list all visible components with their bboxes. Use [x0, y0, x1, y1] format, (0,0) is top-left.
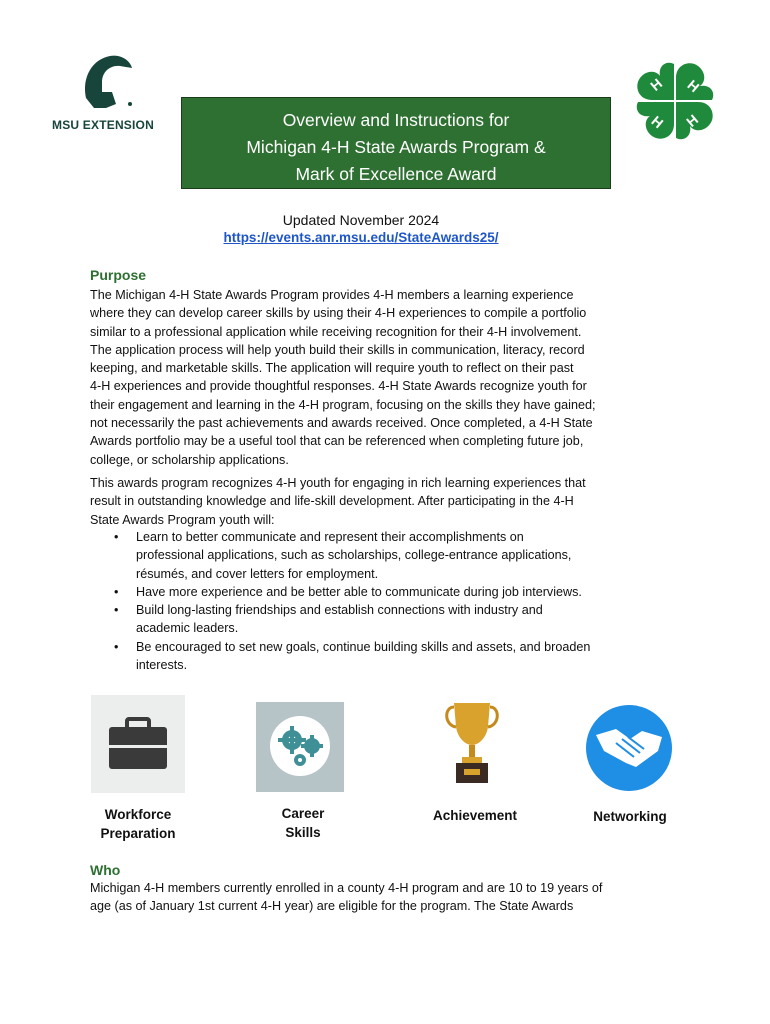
text-line: age (as of January 1st current 4-H year) are eligible for the program. The State Awards — [90, 899, 574, 914]
text-line: The Michigan 4-H State Awards Program provides 4-H members a learning experience — [90, 288, 574, 302]
bullet-icon: • — [114, 639, 119, 654]
text-line: college, or scholarship applications. — [90, 452, 289, 467]
who-paragraph — [90, 879, 650, 916]
bullet-icon: • — [114, 530, 119, 544]
label-line: Workforce — [104, 807, 172, 822]
text-line: Learn to better communicate and represent their accomplishments on — [136, 530, 524, 544]
text-line: 4-H experiences and provide thoughtful responses. 4-H State Awards recognize youth for — [90, 379, 587, 394]
bullet-icon: • — [114, 584, 119, 599]
text-line: State Awards Program youth will: — [90, 512, 275, 527]
text-line: keeping, and marketable skills. The application will require youth to reflect on their past — [90, 361, 574, 376]
bullet-icon: • — [114, 603, 119, 618]
gears-icon — [256, 702, 344, 792]
achievement-label — [415, 806, 535, 825]
title-banner — [181, 97, 611, 189]
text-line: This awards program recognizes 4-H youth for engaging in rich learning experiences that — [90, 476, 586, 490]
svg-text:H: H — [683, 111, 702, 130]
msu-logo-text: MSU EXTENSION — [52, 118, 154, 132]
label-line: Preparation — [100, 826, 176, 841]
briefcase-icon — [91, 695, 185, 793]
label-line: Skills — [285, 825, 321, 840]
text-line: Awards portfolio may be a useful tool that can be referenced when completing future job, — [90, 434, 584, 449]
networking-label — [570, 807, 690, 826]
list-item — [90, 583, 660, 601]
svg-text:H: H — [648, 112, 667, 132]
handshake-icon — [586, 705, 672, 791]
text-line: academic leaders. — [136, 621, 239, 636]
list-item — [90, 528, 660, 583]
text-line: where they can develop career skills by using their 4-H experiences to compile a portfolio — [90, 306, 587, 321]
text-line: Michigan 4-H members currently enrolled in a county 4-H program and are 10 to 19 years of — [90, 881, 603, 895]
who-heading: Who — [90, 862, 121, 878]
workforce-preparation-label — [78, 805, 198, 843]
updated-date: Updated November 2024 — [282, 212, 440, 228]
label-line: Achievement — [432, 808, 518, 823]
svg-text:H: H — [684, 76, 703, 96]
text-line: résumés, and cover letters for employment. — [136, 566, 379, 581]
msu-extension-logo — [50, 52, 168, 134]
title-line: Mark of Excellence Award — [295, 164, 497, 184]
outcomes-list — [90, 528, 660, 674]
list-item — [90, 638, 660, 675]
list-item — [90, 601, 660, 638]
label-line: Career — [281, 806, 325, 821]
trophy-icon — [440, 697, 504, 789]
purpose-heading: Purpose — [90, 267, 147, 283]
text-line: interests. — [136, 658, 188, 673]
career-skills-label — [243, 804, 363, 842]
text-line: not necessarily the past achievements and awards received. Once completed, a 4-H State — [90, 416, 593, 431]
4h-clover-logo — [630, 56, 720, 148]
text-line: result in outstanding knowledge and life-skill development. After participating in the 4-H — [90, 494, 574, 509]
text-line: their engagement and learning in the 4-H program, focusing on the skills they have gained; — [90, 397, 596, 412]
svg-text:H: H — [647, 75, 666, 94]
title-line: Overview and Instructions for — [282, 110, 510, 130]
title-line: Michigan 4-H State Awards Program & — [246, 137, 546, 157]
purpose-paragraph-2 — [90, 474, 650, 529]
text-line: similar to a professional application while receiving recognition for their 4-H involvement. — [90, 324, 582, 339]
purpose-paragraph-1 — [90, 286, 650, 469]
label-line: Networking — [593, 809, 667, 824]
text-line: professional applications, such as scholarships, college-entrance applications, — [136, 548, 572, 563]
state-awards-link[interactable]: https://events.anr.msu.edu/StateAwards25/ — [223, 230, 499, 245]
text-line: Have more experience and be better able to communicate during job interviews. — [136, 584, 582, 599]
text-line: Be encouraged to set new goals, continue building skills and assets, and broaden — [136, 639, 591, 654]
text-line: Build long-lasting friendships and establish connections with industry and — [136, 603, 543, 618]
text-line: The application process will help youth build their skills in communication, literacy, record — [90, 342, 585, 357]
spartan-helmet-icon — [80, 52, 136, 110]
